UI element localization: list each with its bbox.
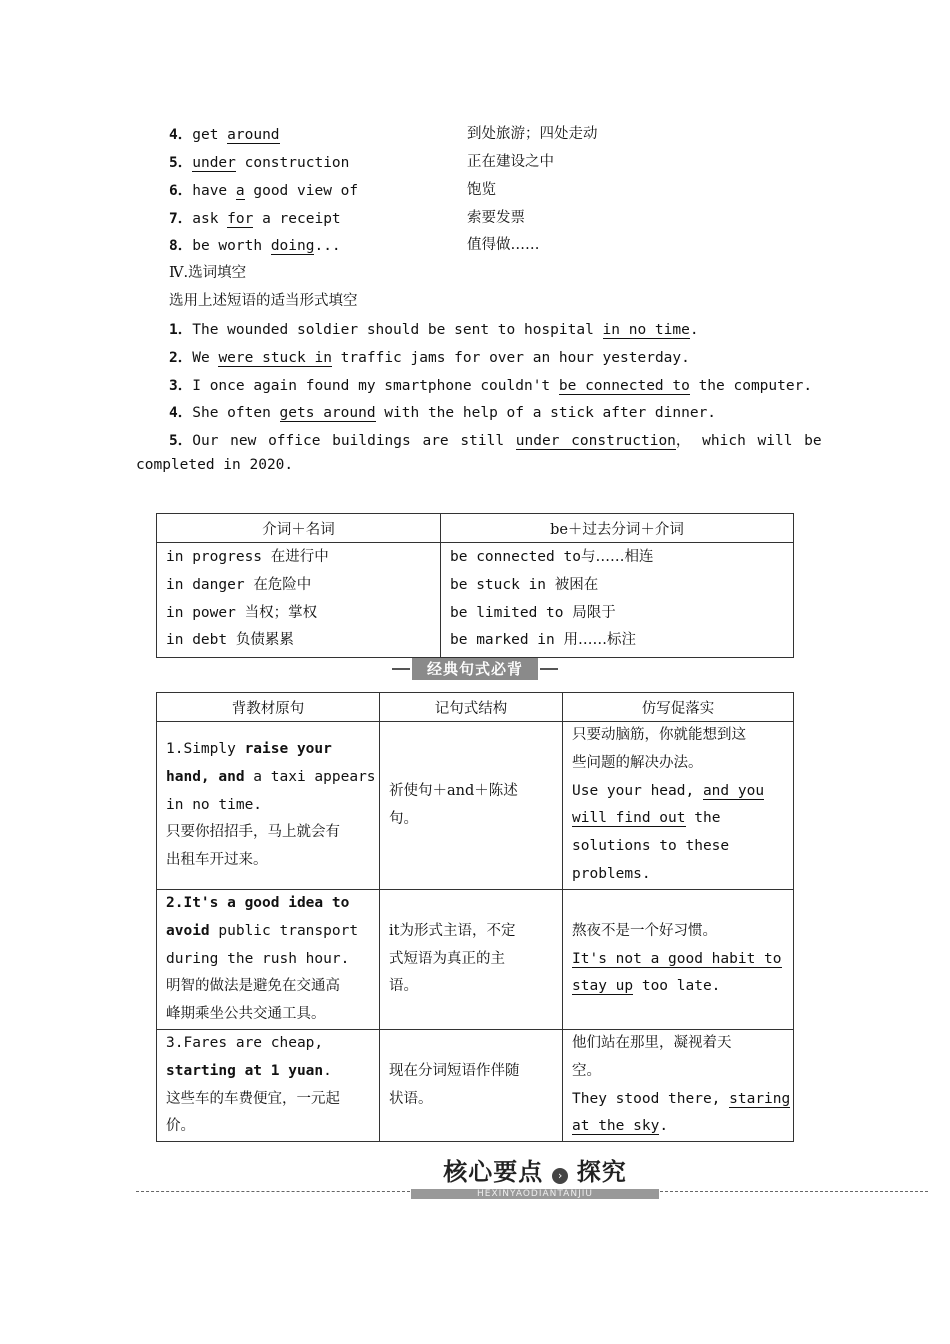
table-header: 仿写促落实 [563,693,794,722]
phrase-item: 6．have a good view of [169,183,359,199]
phrase-meaning: 值得做…… [467,237,540,253]
section-instruction: 选用上述短语的适当形式填空 [169,293,358,309]
fill-item: 3．I once again found my smartphone couldn't be connected to the computer. [169,378,813,394]
phrase-item: 7．ask for a receipt [169,211,341,227]
table-row [157,890,794,1030]
list-item: be marked in 用……标注 [450,632,636,649]
table-header: be＋过去分词＋介词 [441,514,794,543]
original-sentence-cell: 3.Fares are cheap, starting at 1 yuan. 这些车的车费便宜，一元起 价。 [157,1030,380,1142]
fill-item-continuation: completed in 2020. [136,457,294,473]
banner-left-bar [392,668,410,670]
fill-item: 5．Our new office buildings are still under construction， which will be [169,433,822,449]
table-header: 记句式结构 [380,693,563,722]
list-item: be stuck in 被困在 [450,576,599,593]
banner-label: 经典句式必背 [412,658,538,680]
list-item: be connected to与……相连 [450,549,654,565]
divider-left [136,1191,410,1192]
table-row [157,1030,794,1142]
list-item: in danger 在危险中 [166,576,312,593]
phrase-meaning: 正在建设之中 [467,154,554,170]
core-title-pinyin: HEXINYAODIANTANJIU [411,1189,659,1199]
list-item: in debt 负债累累 [166,632,294,649]
phrase-item: 8．be worth doing... [169,238,341,254]
table-row [157,722,794,890]
phrase-summary-table [156,513,794,658]
table-cell [157,543,441,658]
table-header-row [157,514,794,543]
core-title-part-a: 核心要点 [443,1157,544,1186]
structure-cell: 祈使句＋and＋陈述 句。 [380,722,563,890]
original-sentence-cell: 1.Simply raise your hand, and a taxi appears in no time. 只要你招招手，马上就会有 出租车开过来。 [157,722,380,890]
table-cell [441,543,794,658]
core-section-title [410,1152,660,1199]
fill-item: 4．She often gets around with the help of a stick after dinner. [169,405,717,421]
list-item: in progress 在进行中 [166,549,329,565]
section-heading: Ⅳ.选词填空 [169,265,247,281]
sentence-table [156,692,794,1142]
banner-right-bar [540,668,558,670]
phrase-meaning: 到处旅游；四处走动 [467,126,598,142]
divider-right [660,1191,928,1192]
table-row [157,543,794,658]
table-header-row [157,693,794,722]
structure-cell: it为形式主语，不定 式短语为真正的主 语。 [380,890,563,1030]
practice-cell: 熬夜不是一个好习惯。 It's not a good habit to stay up too late. [563,890,794,1030]
phrase-meaning: 饱览 [467,182,496,198]
practice-cell: 他们站在那里，凝视着天 空。 They stood there, staring at the sky. [563,1030,794,1142]
fill-item: 2．We were stuck in traffic jams for over an hour yesterday. [169,350,690,366]
core-title-part-b: 探究 [576,1157,627,1186]
structure-cell: 现在分词短语作伴随 状语。 [380,1030,563,1142]
phrase-meaning: 索要发票 [467,210,525,226]
chevron-right-icon: › [552,1168,568,1184]
original-sentence-cell: 2.It's a good idea to avoid public transport during the rush hour. 明智的做法是避免在交通高 峰期乘坐公共交通工具。 [157,890,380,1030]
fill-item: 1．The wounded soldier should be sent to hospital in no time. [169,322,699,338]
table-header: 背教材原句 [157,693,380,722]
practice-cell: 只要动脑筋，你就能想到这 些问题的解决办法。 Use your head, and you will find out the solutions to these problems. [563,722,794,890]
section-banner [392,658,558,680]
list-item: in power 当权；掌权 [166,604,318,621]
phrase-item: 4．get around [169,127,280,143]
table-header: 介词＋名词 [157,514,441,543]
list-item: be limited to 局限于 [450,604,616,621]
phrase-item: 5．under construction [169,155,350,171]
